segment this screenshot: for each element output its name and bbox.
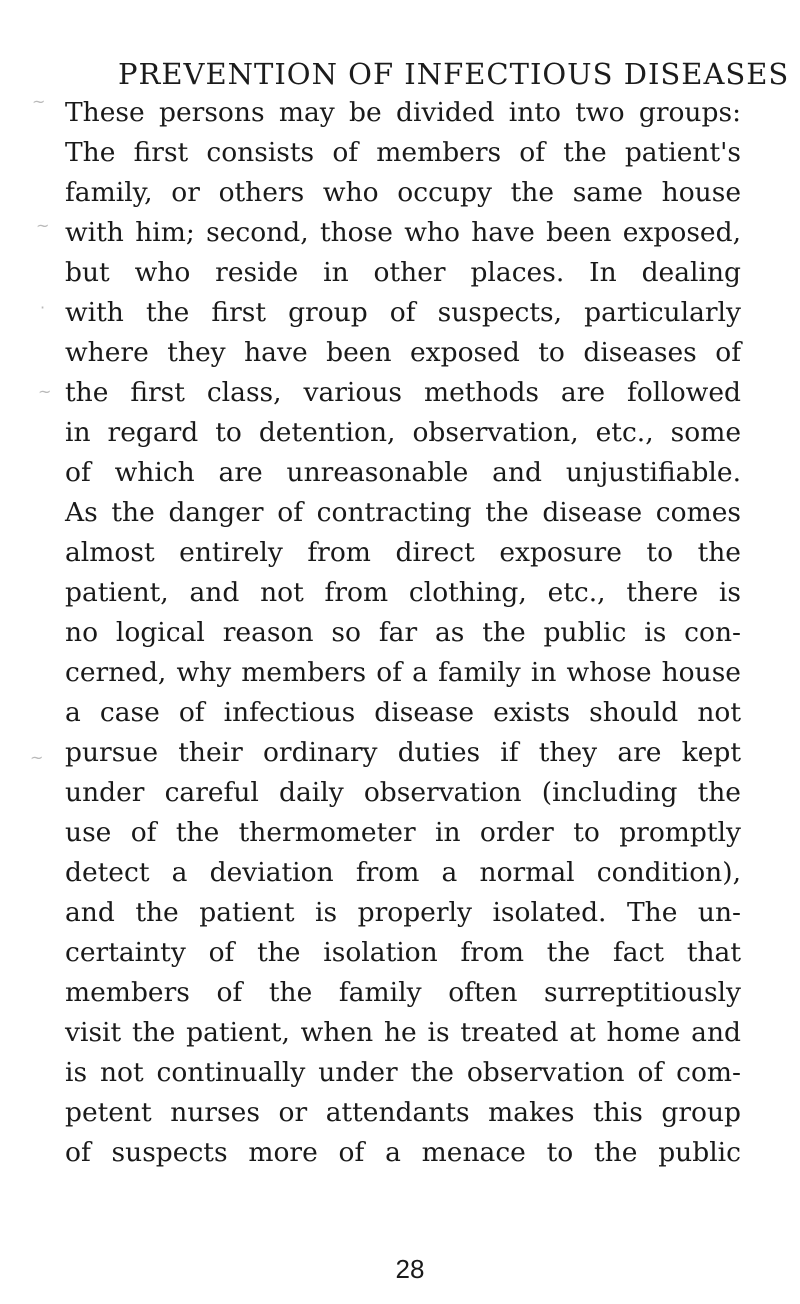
- text-line: where they have been exposed to diseases of: [65, 337, 741, 368]
- page-number: 28: [395, 1254, 425, 1284]
- margin-smudge: ~: [32, 92, 46, 111]
- text-line: with him; second, those who have been exposed,: [65, 217, 741, 248]
- text-line: patient, and not from clothing, etc., there is: [65, 577, 741, 608]
- text-line: visit the patient, when he is treated at home and: [65, 1017, 741, 1048]
- text-line: As the danger of contracting the disease comes: [65, 497, 741, 528]
- text-line: under careful daily observation (including the: [65, 777, 741, 808]
- text-line: cerned, why members of a family in whose house: [65, 657, 741, 688]
- text-line: a case of infectious disease exists should not: [65, 697, 741, 728]
- text-line: certainty of the isolation from the fact that: [65, 937, 741, 968]
- text-line: and the patient is properly isolated. The un-: [65, 897, 741, 928]
- text-line: use of the thermometer in order to promptly: [65, 817, 741, 848]
- text-line: These persons may be divided into two groups:: [65, 97, 741, 128]
- margin-smudge: ~: [38, 382, 52, 401]
- text-line: petent nurses or attendants makes this group: [65, 1097, 741, 1128]
- margin-smudge: ~: [30, 748, 44, 767]
- text-line: almost entirely from direct exposure to the: [65, 537, 741, 568]
- running-head: PREVENTION OF INFECTIOUS DISEASES: [118, 57, 790, 91]
- body-text: [65, 93, 741, 1173]
- margin-smudge: ~: [36, 216, 50, 235]
- text-line: members of the family often surreptitiously: [65, 977, 741, 1008]
- margin-smudge: ·: [40, 298, 46, 317]
- text-line: in regard to detention, observation, etc., some: [65, 417, 741, 448]
- text-line: is not continually under the observation of com-: [65, 1057, 741, 1088]
- text-line: detect a deviation from a normal condition),: [65, 857, 741, 888]
- text-line: no logical reason so far as the public is con-: [65, 617, 741, 648]
- text-line: of suspects more of a menace to the public: [65, 1137, 741, 1168]
- text-line: family, or others who occupy the same house: [65, 177, 741, 208]
- text-line: pursue their ordinary duties if they are kept: [65, 737, 741, 768]
- text-line: of which are unreasonable and unjustifiable.: [65, 457, 741, 488]
- text-line: The first consists of members of the patient's: [65, 137, 741, 168]
- text-line: but who reside in other places. In dealing: [65, 257, 741, 288]
- text-line: the first class, various methods are followed: [65, 377, 741, 408]
- text-line: with the first group of suspects, particularly: [65, 297, 741, 328]
